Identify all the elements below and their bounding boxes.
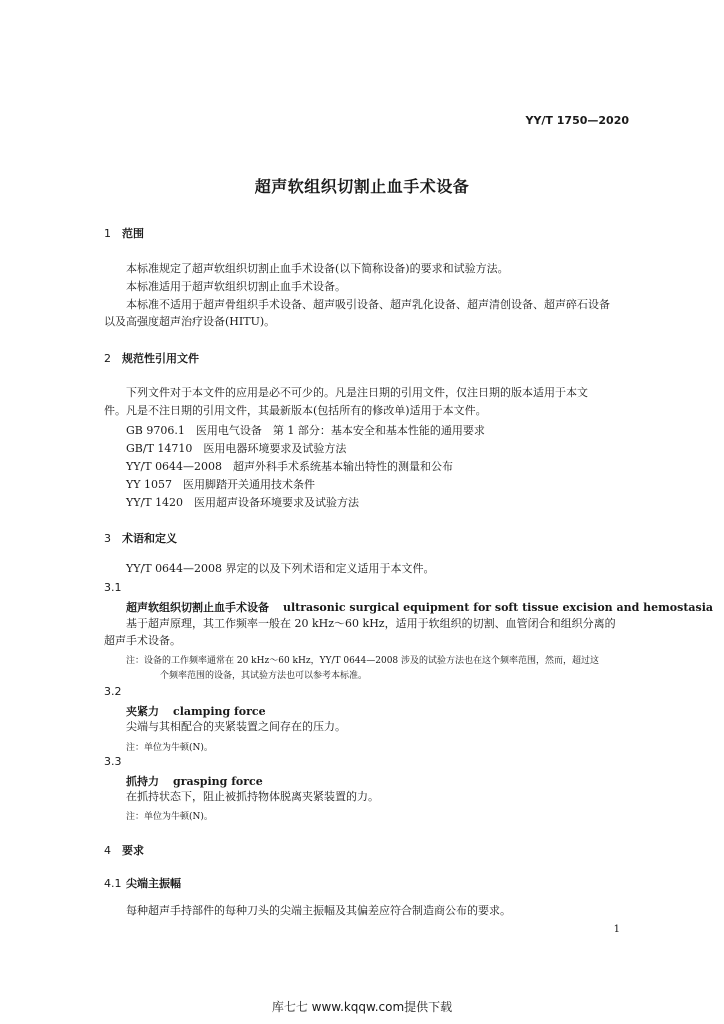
- terms-intro: YY/T 0644—2008 界定的以及下列术语和定义适用于本文件。: [126, 562, 435, 575]
- term-definition-line2: 超声手术设备。: [104, 634, 181, 647]
- reference-item: YY 1057 医用脚踏开关通用技术条件: [126, 478, 316, 491]
- term-english: ultrasonic surgical equipment for soft tissue excision and hemostasia: [283, 601, 714, 614]
- section-title: 要求: [122, 844, 144, 857]
- term-english: grasping force: [173, 775, 263, 788]
- section-3-heading: [104, 530, 177, 546]
- document-title: 超声软组织切割止血手术设备: [254, 177, 470, 196]
- term-heading: [126, 599, 713, 615]
- section-number: 3: [104, 532, 111, 545]
- page-number: 1: [613, 924, 620, 935]
- term-note: 注：单位为牛顿(N)。: [126, 743, 213, 753]
- term-chinese: 超声软组织切割止血手术设备: [126, 601, 269, 614]
- refs-intro-line1: 下列文件对于本文件的应用是必不可少的。凡是注日期的引用文件，仅注日期的版本适用于本文: [126, 386, 588, 399]
- term-number: 3.3: [104, 755, 122, 768]
- standard-number: YY/T 1750—2020: [525, 114, 629, 127]
- reference-item: YY/T 0644—2008 超声外科手术系统基本输出特性的测量和公布: [126, 460, 454, 473]
- section-number: 4: [104, 844, 111, 857]
- subsection-4-1-heading: [104, 875, 181, 891]
- refs-intro-line2: 件。凡是不注日期的引用文件，其最新版本(包括所有的修改单)适用于本文件。: [104, 404, 487, 417]
- term-english: clamping force: [173, 705, 266, 718]
- scope-paragraph-3-line1: 本标准不适用于超声骨组织手术设备、超声吸引设备、超声乳化设备、超声清创设备、超声碎石设备: [126, 298, 610, 311]
- term-number: 3.1: [104, 581, 122, 594]
- term-number: 3.2: [104, 685, 122, 698]
- scope-paragraph-3-line2: 以及高强度超声治疗设备(HITU)。: [104, 315, 276, 328]
- section-4-heading: [104, 842, 144, 858]
- term-note: 注：单位为牛顿(N)。: [126, 812, 213, 822]
- reference-item: YY/T 1420 医用超声设备环境要求及试验方法: [126, 496, 360, 509]
- term-heading: [126, 703, 266, 719]
- section-2-heading: [104, 350, 199, 366]
- reference-item: GB/T 14710 医用电器环境要求及试验方法: [126, 442, 347, 455]
- download-footer: 库七七 www.kqqw.com提供下载: [271, 1000, 453, 1014]
- subsection-title: 尖端主振幅: [126, 877, 181, 890]
- scope-paragraph-2: 本标准适用于超声软组织切割止血手术设备。: [126, 280, 346, 293]
- section-1-heading: [104, 225, 144, 241]
- term-note-line2: 个频率范围的设备，其试验方法也可以参考本标准。: [160, 671, 368, 681]
- scope-paragraph-1: 本标准规定了超声软组织切割止血手术设备(以下简称设备)的要求和试验方法。: [126, 262, 509, 275]
- section-title: 术语和定义: [122, 532, 177, 545]
- subsection-number: 4.1: [104, 877, 122, 890]
- term-definition: 在抓持状态下，阻止被抓持物体脱离夹紧装置的力。: [126, 790, 379, 803]
- section-number: 2: [104, 352, 111, 365]
- term-chinese: 夹紧力: [126, 705, 159, 718]
- term-chinese: 抓持力: [126, 775, 159, 788]
- amplitude-paragraph: 每种超声手持部件的每种刀头的尖端主振幅及其偏差应符合制造商公布的要求。: [126, 904, 511, 917]
- term-heading: [126, 773, 263, 789]
- section-number: 1: [104, 227, 111, 240]
- section-title: 规范性引用文件: [122, 352, 199, 365]
- term-note-line1: 注：设备的工作频率通常在 20 kHz～60 kHz，YY/T 0644—2008 涉及的试验方法也在这个频率范围，然而，超过这: [126, 656, 600, 666]
- term-definition-line1: 基于超声原理，其工作频率一般在 20 kHz～60 kHz，适用于软组织的切割、血管闭合和组织分离的: [126, 617, 616, 630]
- section-title: 范围: [122, 227, 144, 240]
- reference-item: GB 9706.1 医用电气设备 第 1 部分：基本安全和基本性能的通用要求: [126, 424, 485, 437]
- term-definition: 尖端与其相配合的夹紧装置之间存在的压力。: [126, 720, 346, 733]
